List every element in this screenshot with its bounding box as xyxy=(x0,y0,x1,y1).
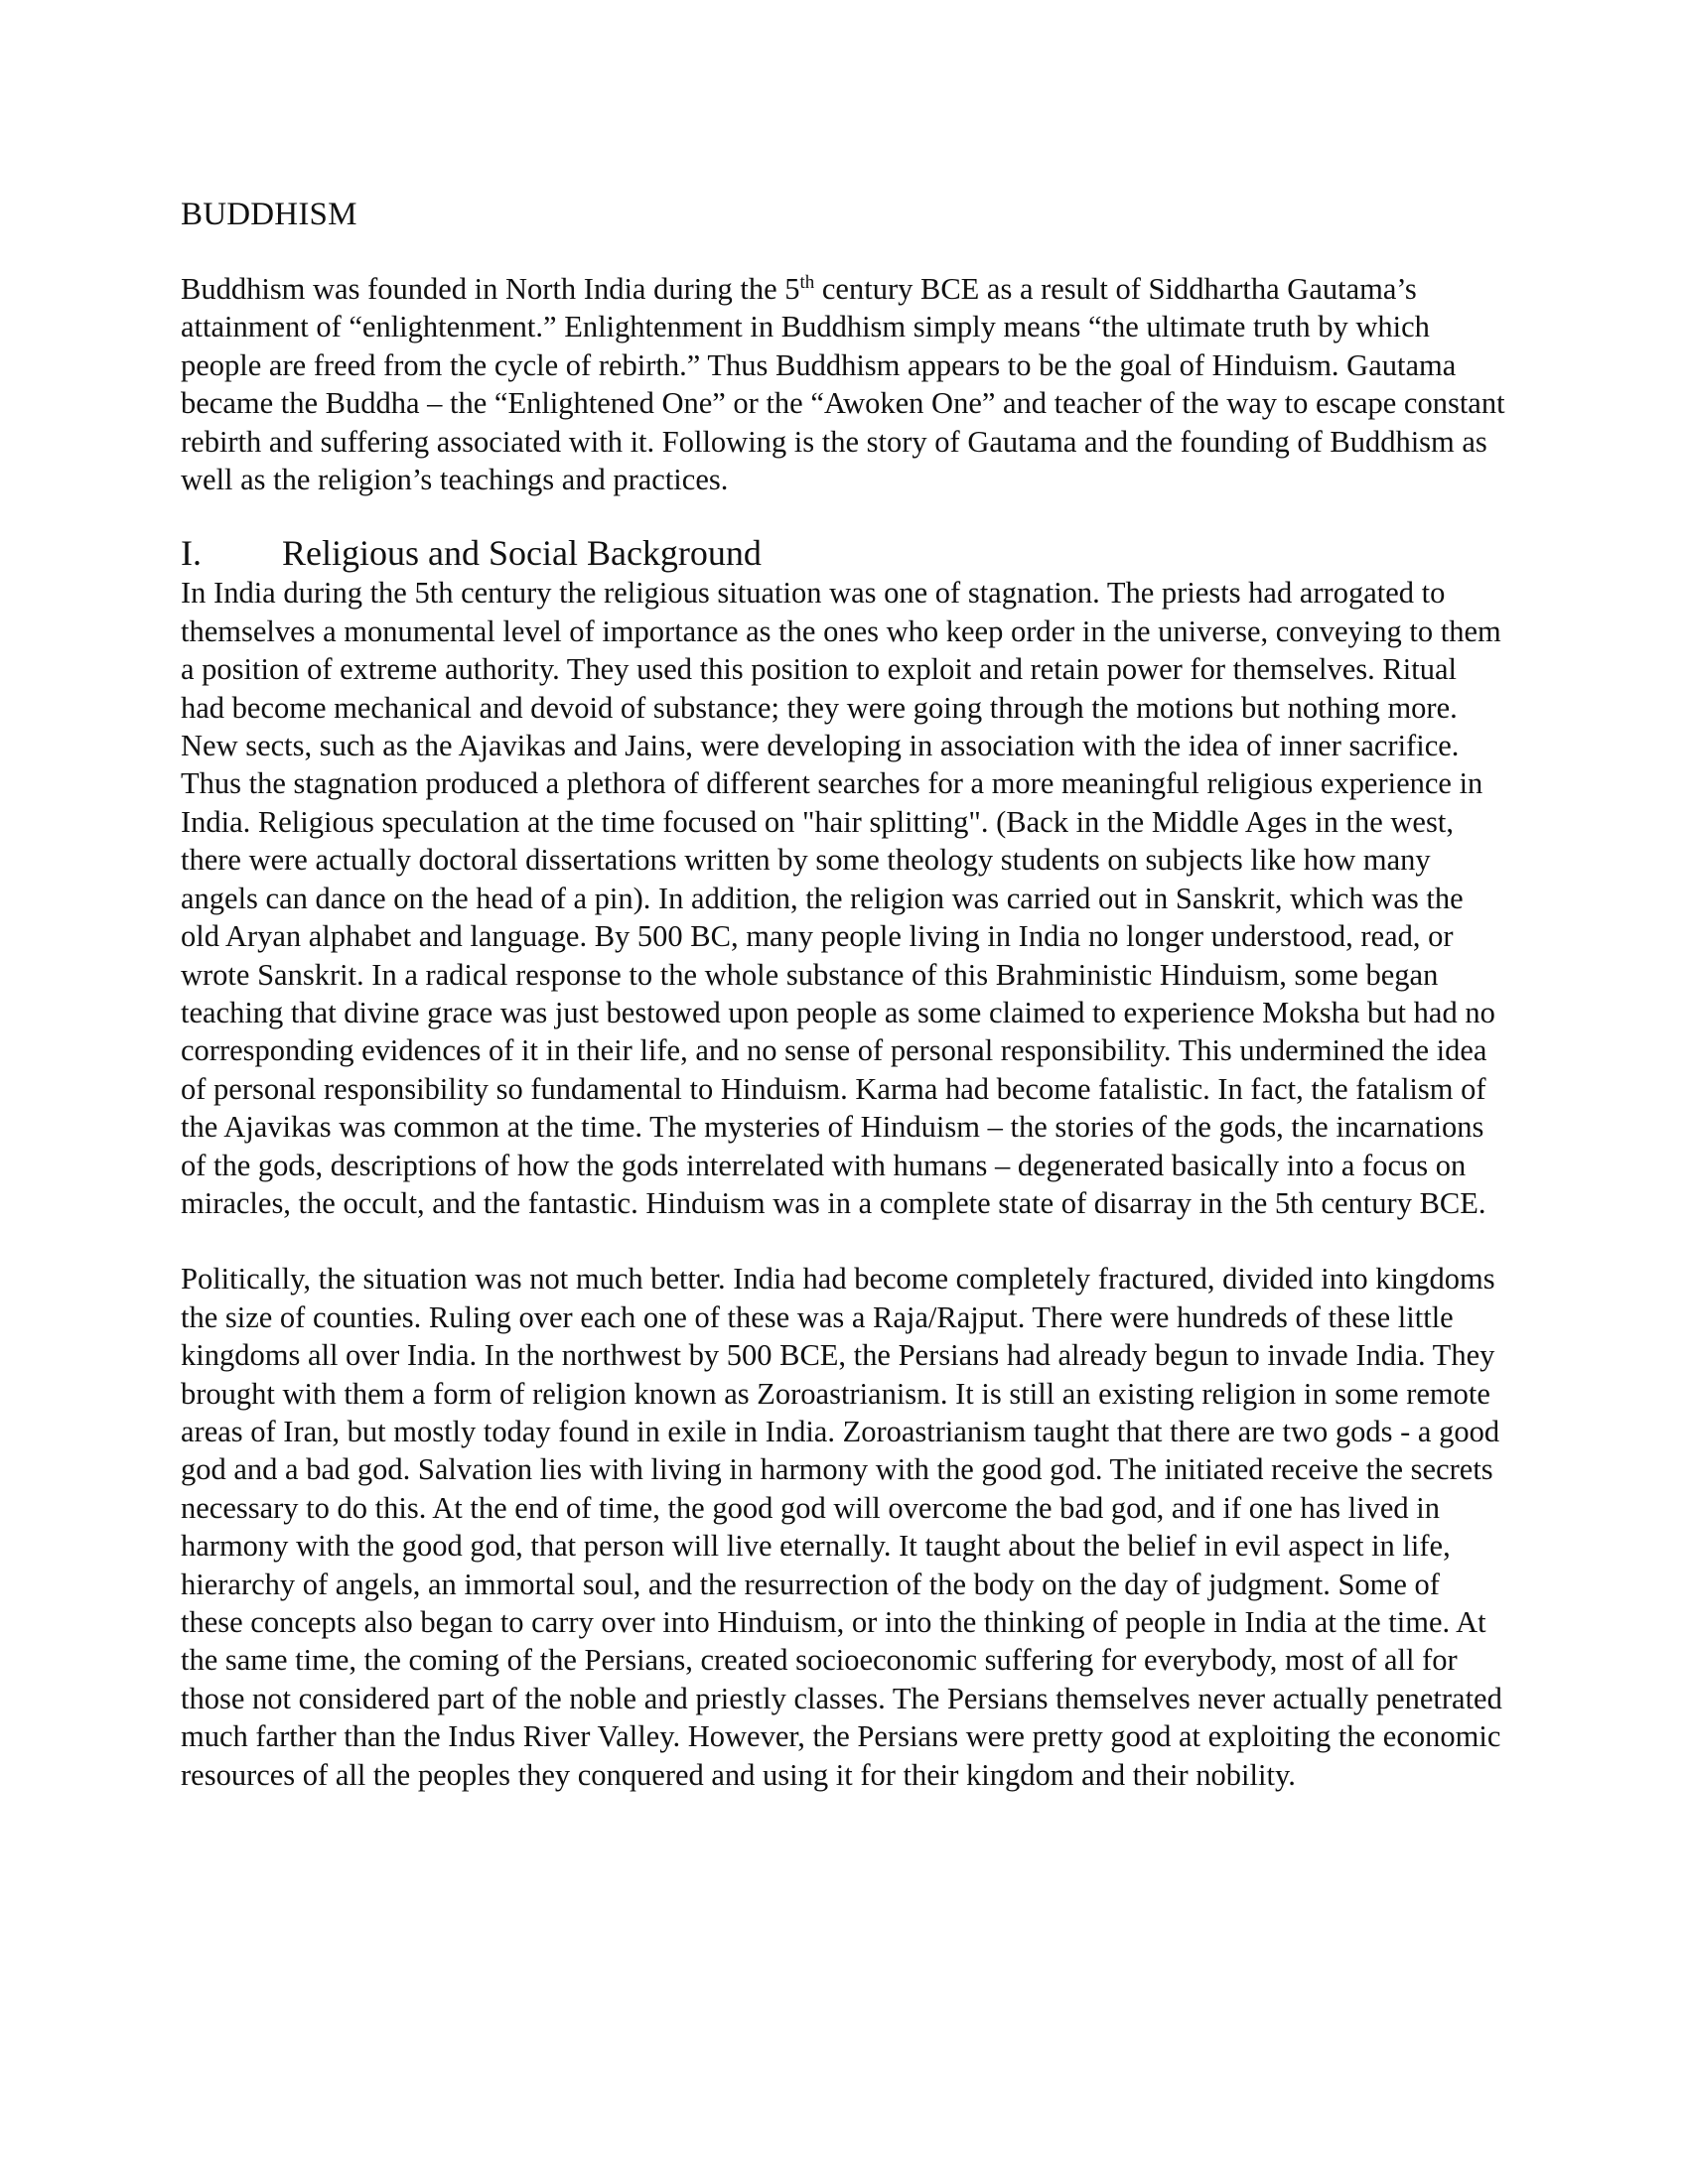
ordinal-superscript: th xyxy=(799,271,815,293)
document-page xyxy=(181,195,1507,1794)
section-number: I. xyxy=(181,533,202,574)
section-title: Religious and Social Background xyxy=(282,533,762,574)
body-paragraph-religious: In India during the 5th century the religious situation was one of stagnation. The priests had arrogated to themselves a monumental level of importance as the ones who keep order in the universe, conveying to them a position of extreme authority. They used this position to exploit and retain power for themselves. Ritual had become mechanical and devoid of substance; they were going through the motions but nothing more. New sects, such as the Ajavikas and Jains, were developing in association with the idea of inner sacrifice. Thus the stagnation produced a plethora of different searches for a more meaningful religious experience in India. Religious speculation at the time focused on "hair splitting". (Back in the Middle Ages in the west, there were actually doctoral dissertations written by some theology students on subjects like how many angels can dance on the head of a pin). In addition, the religion was carried out in Sanskrit, which was the old Aryan alphabet and language. By 500 BC, many people living in India no longer understood, read, or wrote Sanskrit. In a radical response to the whole substance of this Brahministic Hinduism, some began teaching that divine grace was just bestowed upon people as some claimed to experience Moksha but had no corresponding evidences of it in their life, and no sense of personal responsibility. This undermined the idea of personal responsibility so fundamental to Hinduism. Karma had become fatalistic. In fact, the fatalism of the Ajavikas was common at the time. The mysteries of Hinduism – the stories of the gods, the incarnations of the gods, descriptions of how the gods interrelated with humans – degenerated basically into a focus on miracles, the occult, and the fantastic. Hinduism was in a complete state of disarray in the 5th century BCE. xyxy=(181,576,1501,1220)
body-paragraph-political: Politically, the situation was not much better. India had become completely fractured, divided into kingdoms the size of counties. Ruling over each one of these was a Raja/Rajput. There were hundreds of these little kingdoms all over India. In the northwest by 500 BCE, the Persians had already begun to invade India. They brought with them a form of religion known as Zoroastrianism. It is still an existing religion in some remote areas of Iran, but mostly today found in exile in India. Zoroastrianism taught that there are two gods - a good god and a bad god. Salvation lies with living in harmony with the good god. The initiated receive the secrets necessary to do this. At the end of time, the good god will overcome the bad god, and if one has lived in harmony with the good god, that person will live eternally. It taught about the belief in evil aspect in life, hierarchy of angels, an immortal soul, and the resurrection of the body on the day of judgment. Some of these concepts also began to carry over into Hinduism, or into the thinking of people in India at the time. At the same time, the coming of the Persians, created socioeconomic suffering for everybody, most of all for those not considered part of the noble and priestly classes. The Persians themselves never actually penetrated much farther than the Indus River Valley. However, the Persians were pretty good at exploiting the economic resources of all the peoples they conquered and using it for their kingdom and their nobility. xyxy=(181,1262,1502,1792)
intro-text-start: Buddhism was founded in North India during the 5 xyxy=(181,272,800,306)
section-heading xyxy=(181,532,1507,574)
intro-paragraph xyxy=(181,270,1507,498)
intro-text-end: century BCE as a result of Siddhartha Gautama’s attainment of “enlightenment.” Enlightenment in Buddhism simply means “the ultimate truth by which people are freed from the cycle of rebirth.” Thus Buddhism appears to be the goal of Hinduism. Gautama became the Buddha – the “Enlightened One” or the “Awoken One” and teacher of the way to escape constant rebirth and suffering associated with it. Following is the story of Gautama and the founding of Buddhism as well as the religion’s teachings and practices. xyxy=(181,272,1505,497)
document-title: BUDDHISM xyxy=(181,197,357,232)
